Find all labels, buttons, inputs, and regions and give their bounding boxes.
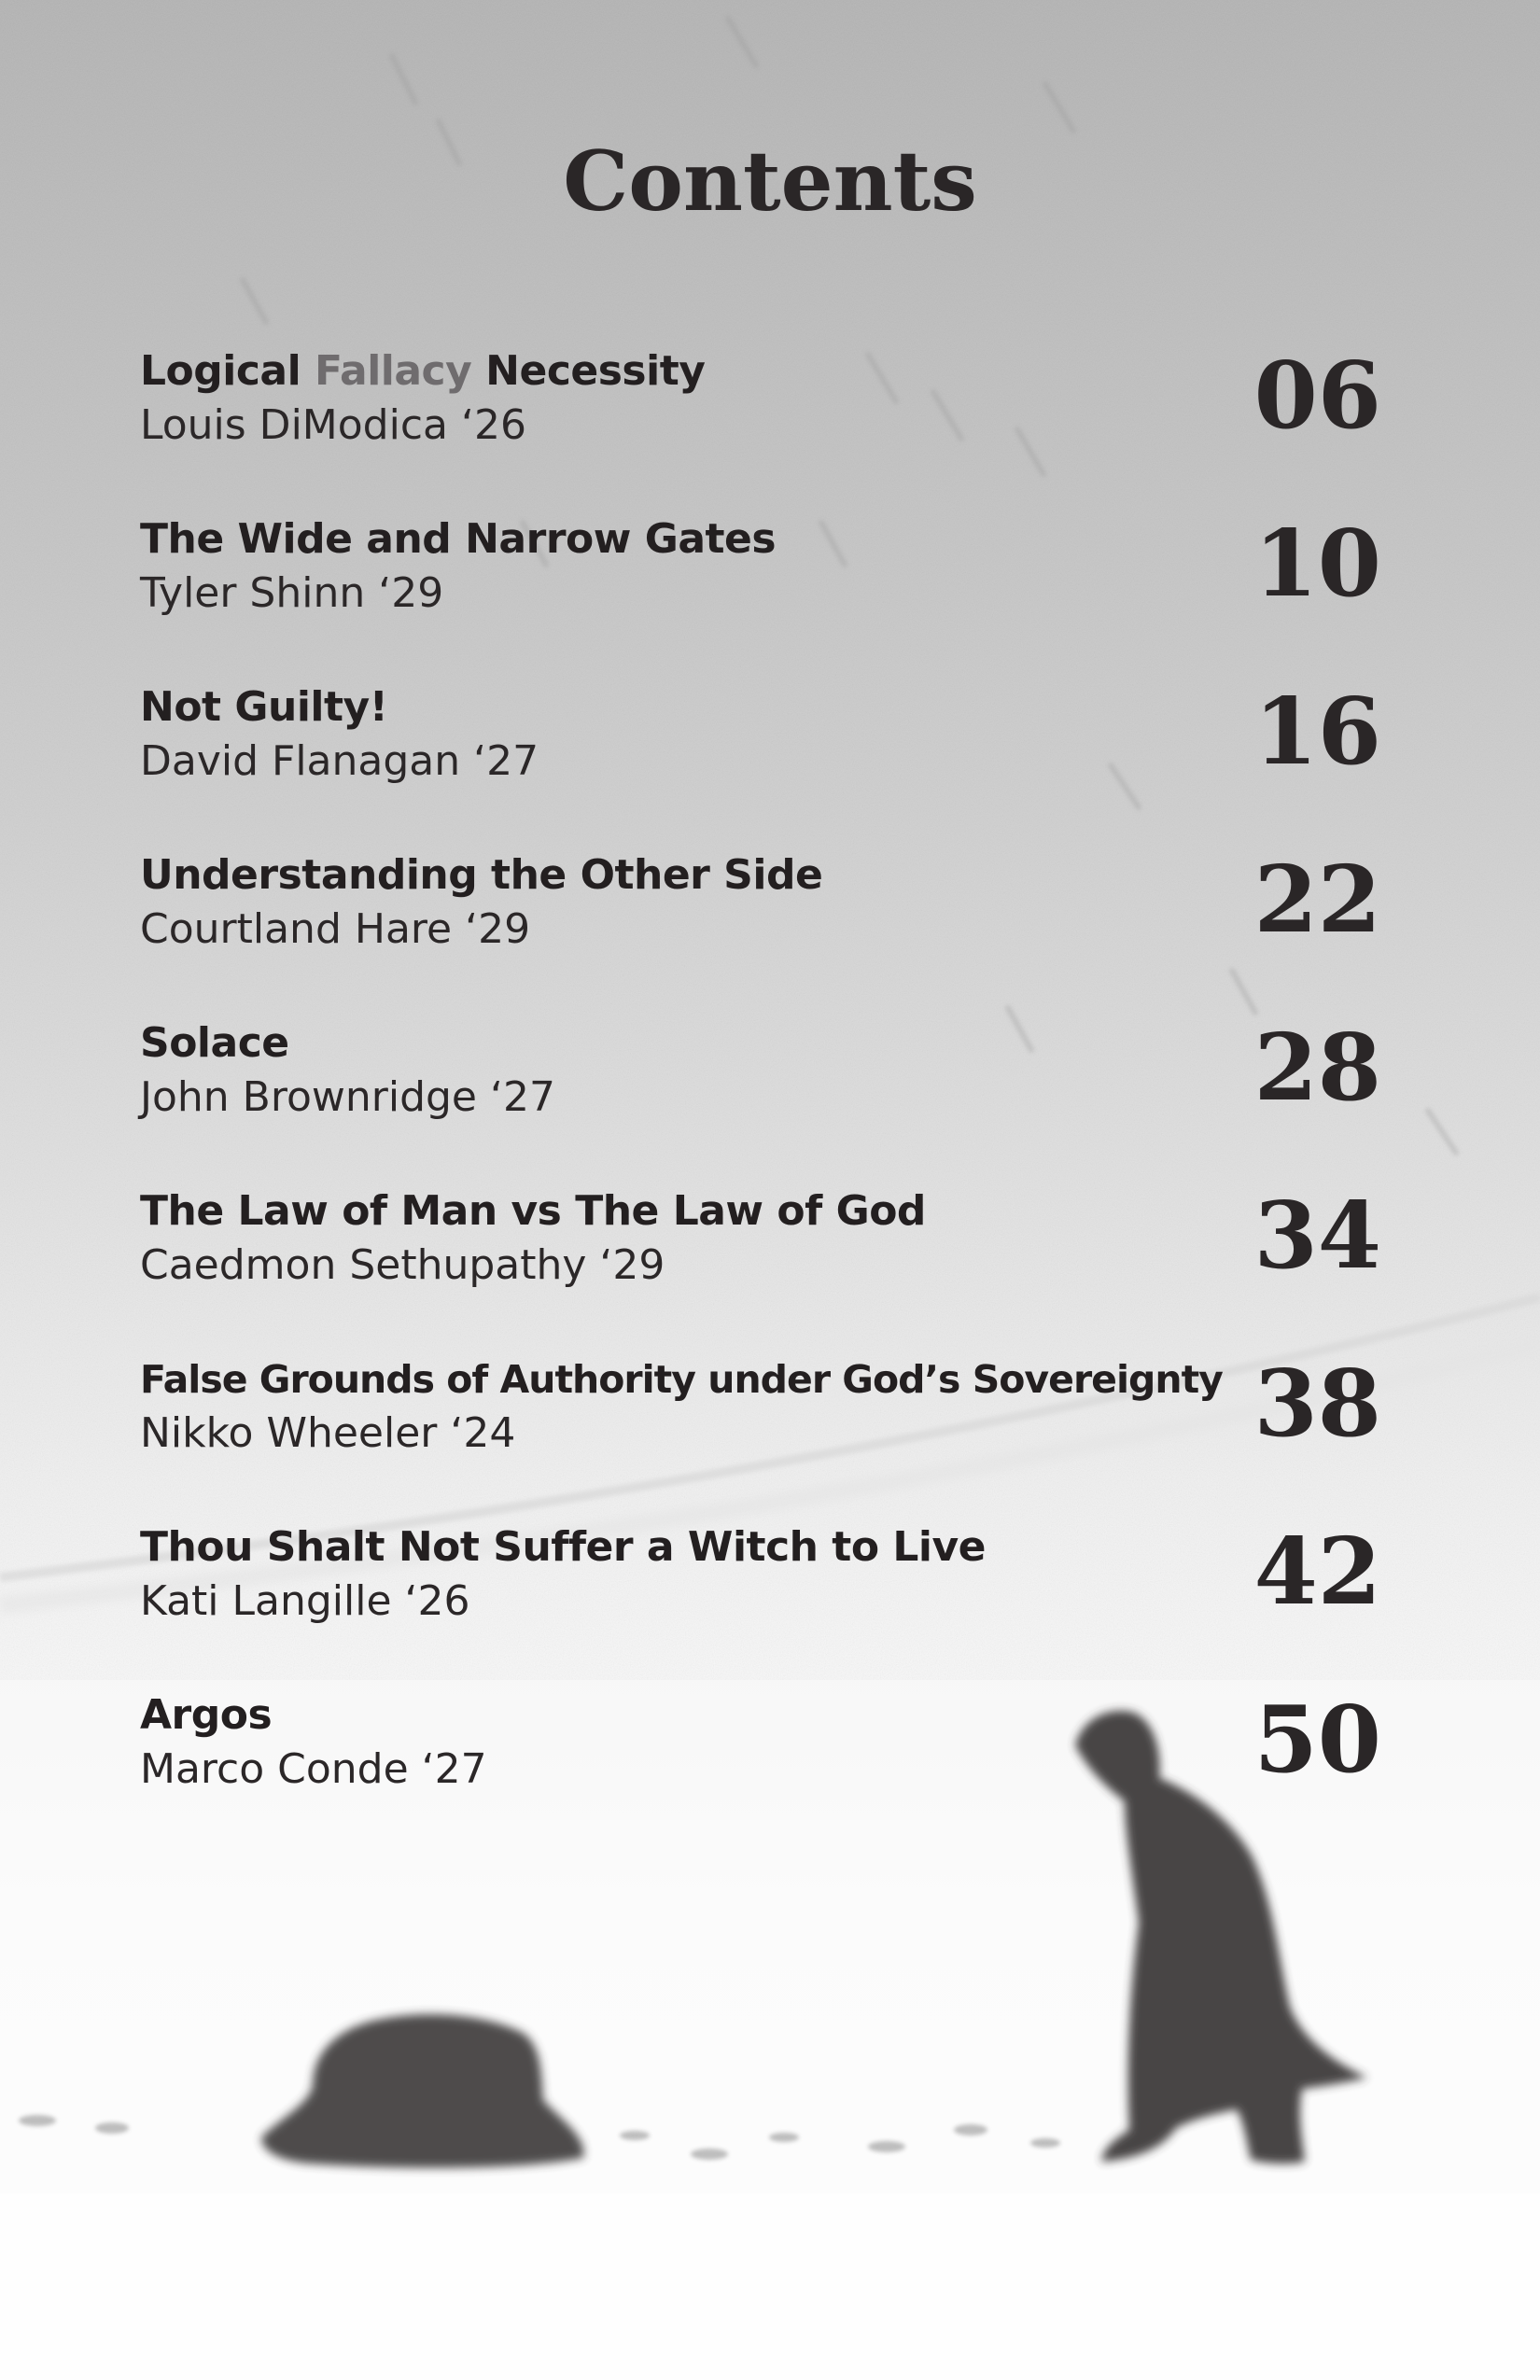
toc-entry-page-number: 16 (1253, 679, 1381, 786)
toc-entry-author: Nikko Wheeler ‘24 (140, 1409, 516, 1457)
toc-entry-author: John Brownridge ‘27 (140, 1073, 555, 1121)
toc-entry-page-number: 28 (1253, 1015, 1381, 1122)
title-word: Logical (140, 347, 315, 395)
toc-entry-title (140, 345, 705, 398)
toc-entry-title: False Grounds of Authority under God’s Sovereignty (140, 1357, 1223, 1402)
toc-entry-author: Caedmon Sethupathy ‘29 (140, 1241, 665, 1289)
title-word-accent: Fallacy (315, 347, 472, 395)
toc-entry-author: Tyler Shinn ‘29 (140, 569, 444, 617)
toc-entry-page-number: 42 (1253, 1519, 1381, 1626)
table-of-contents (140, 345, 1381, 1857)
toc-entry[interactable] (140, 1689, 1381, 1857)
toc-entry[interactable] (140, 513, 1381, 681)
title-word: Necessity (471, 347, 706, 395)
toc-entry-page-number: 34 (1253, 1183, 1381, 1290)
toc-entry[interactable] (140, 345, 1381, 513)
toc-entry[interactable] (140, 1017, 1381, 1185)
toc-entry-page-number: 38 (1253, 1351, 1381, 1458)
toc-entry-author: Marco Conde ‘27 (140, 1745, 487, 1793)
toc-entry[interactable] (140, 849, 1381, 1017)
toc-entry-page-number: 22 (1253, 847, 1381, 954)
toc-entry[interactable] (140, 681, 1381, 849)
toc-entry[interactable] (140, 1185, 1381, 1353)
toc-entry-author: David Flanagan ‘27 (140, 737, 539, 785)
toc-entry-title: The Law of Man vs The Law of God (140, 1187, 926, 1235)
toc-entry-page-number: 10 (1253, 511, 1381, 618)
toc-entry-title: Not Guilty! (140, 683, 388, 731)
page-title: Contents (563, 133, 977, 230)
toc-entry-title: Thou Shalt Not Suffer a Witch to Live (140, 1523, 987, 1571)
toc-entry-title: Solace (140, 1019, 289, 1067)
toc-entry-author: Kati Langille ‘26 (140, 1577, 470, 1625)
toc-entry-page-number: 50 (1253, 1687, 1381, 1794)
toc-entry-title: Argos (140, 1691, 273, 1739)
toc-entry-title: The Wide and Narrow Gates (140, 515, 777, 563)
toc-entry-author: Courtland Hare ‘29 (140, 905, 531, 953)
toc-entry-author: Louis DiModica ‘26 (140, 401, 526, 449)
toc-entry-page-number: 06 (1253, 343, 1381, 450)
toc-entry[interactable] (140, 1521, 1381, 1689)
toc-entry-title: Understanding the Other Side (140, 851, 823, 899)
toc-entry[interactable] (140, 1353, 1381, 1521)
